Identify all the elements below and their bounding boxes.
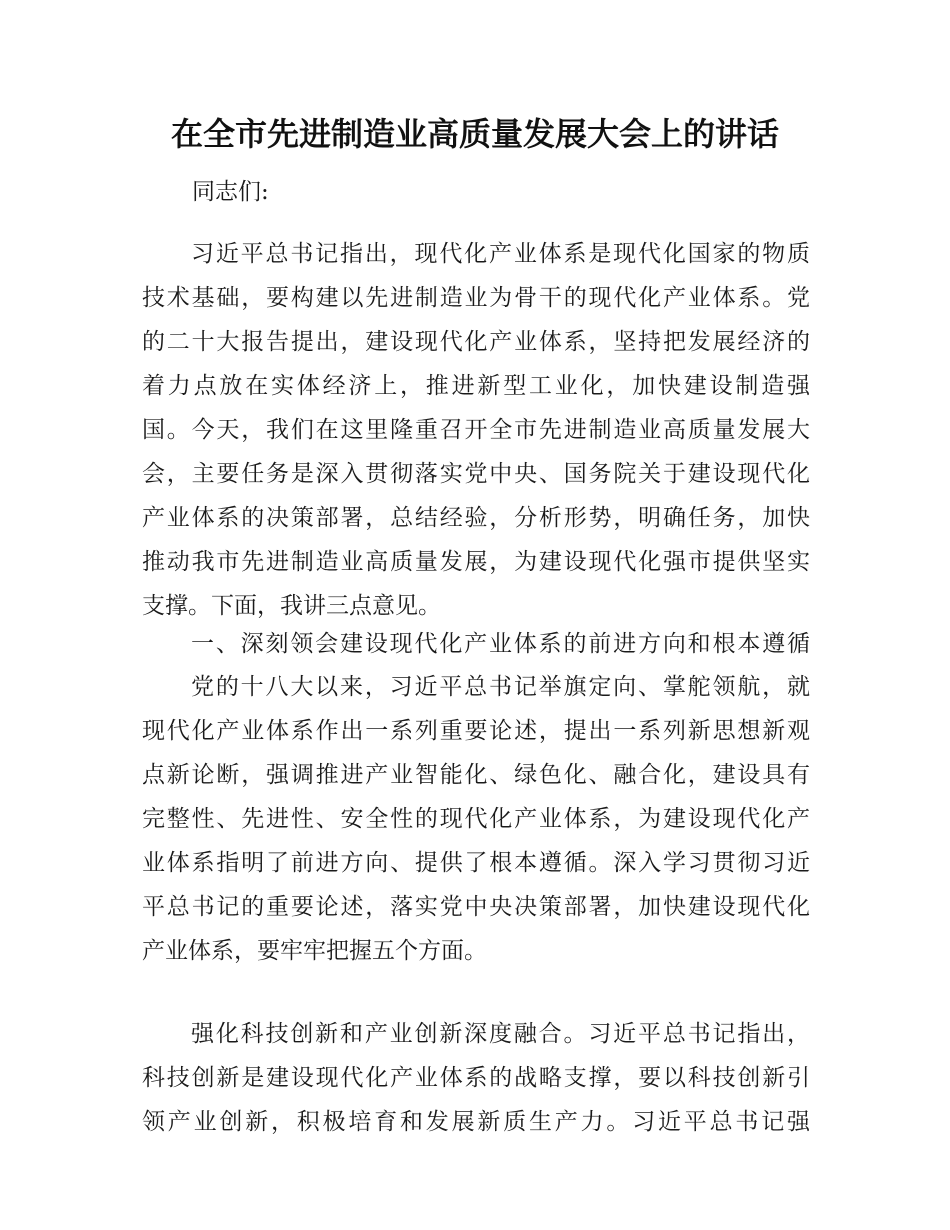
section-heading-text: 一、深刻领会建设现代化产业体系的前进方向和根本遵循 xyxy=(191,631,810,657)
text-line: 的二十大报告提出，建设现代化产业体系，坚持把发展经济的 xyxy=(142,329,810,355)
text-line: 业体系指明了前进方向、提供了根本遵循。深入学习贯彻习近 xyxy=(142,850,810,876)
text-line: 科技创新是建设现代化产业体系的战略支撑，要以科技创新引 xyxy=(142,1065,810,1091)
paragraph-intro xyxy=(142,232,810,628)
text-line: 推动我市先进制造业高质量发展，为建设现代化强市提供坚实 xyxy=(142,549,810,575)
text-line: 党的十八大以来，习近平总书记举旗定向、掌舵领航，就 xyxy=(191,674,810,700)
text-line: 领产业创新，积极培育和发展新质生产力。习近平总书记强 xyxy=(142,1109,810,1135)
text-line: 强化科技创新和产业创新深度融合。习近平总书记指出， xyxy=(191,1021,810,1047)
paragraph-tech-innovation xyxy=(142,1012,810,1144)
section-heading-1 xyxy=(142,622,810,666)
text-line: 产业体系的决策部署，总结经验，分析形势，明确任务，加快 xyxy=(142,505,810,531)
text-line: 国。今天，我们在这里隆重召开全市先进制造业高质量发展大 xyxy=(142,417,810,443)
text-line: 着力点放在实体经济上，推进新型工业化，加快建设制造强 xyxy=(142,373,810,399)
text-line: 习近平总书记指出，现代化产业体系是现代化国家的物质 xyxy=(191,241,810,267)
text-line: 完整性、先进性、安全性的现代化产业体系，为建设现代化产 xyxy=(142,806,810,832)
document-title: 在全市先进制造业高质量发展大会上的讲话 xyxy=(170,115,779,153)
text-line: 产业体系，要牢牢把握五个方面。 xyxy=(142,938,487,964)
text-line: 平总书记的重要论述，落实党中央决策部署，加快建设现代化 xyxy=(142,894,810,920)
text-line: 支撑。下面，我讲三点意见。 xyxy=(142,593,441,619)
salutation: 同志们: xyxy=(192,179,269,205)
text-line: 现代化产业体系作出一系列重要论述，提出一系列新思想新观 xyxy=(142,718,810,744)
text-line: 技术基础，要构建以先进制造业为骨干的现代化产业体系。党 xyxy=(142,285,810,311)
text-line: 会，主要任务是深入贯彻落实党中央、国务院关于建设现代化 xyxy=(142,461,810,487)
text-line: 点新论断，强调推进产业智能化、绿色化、融合化，建设具有 xyxy=(142,762,810,788)
paragraph-section-1 xyxy=(142,665,810,973)
